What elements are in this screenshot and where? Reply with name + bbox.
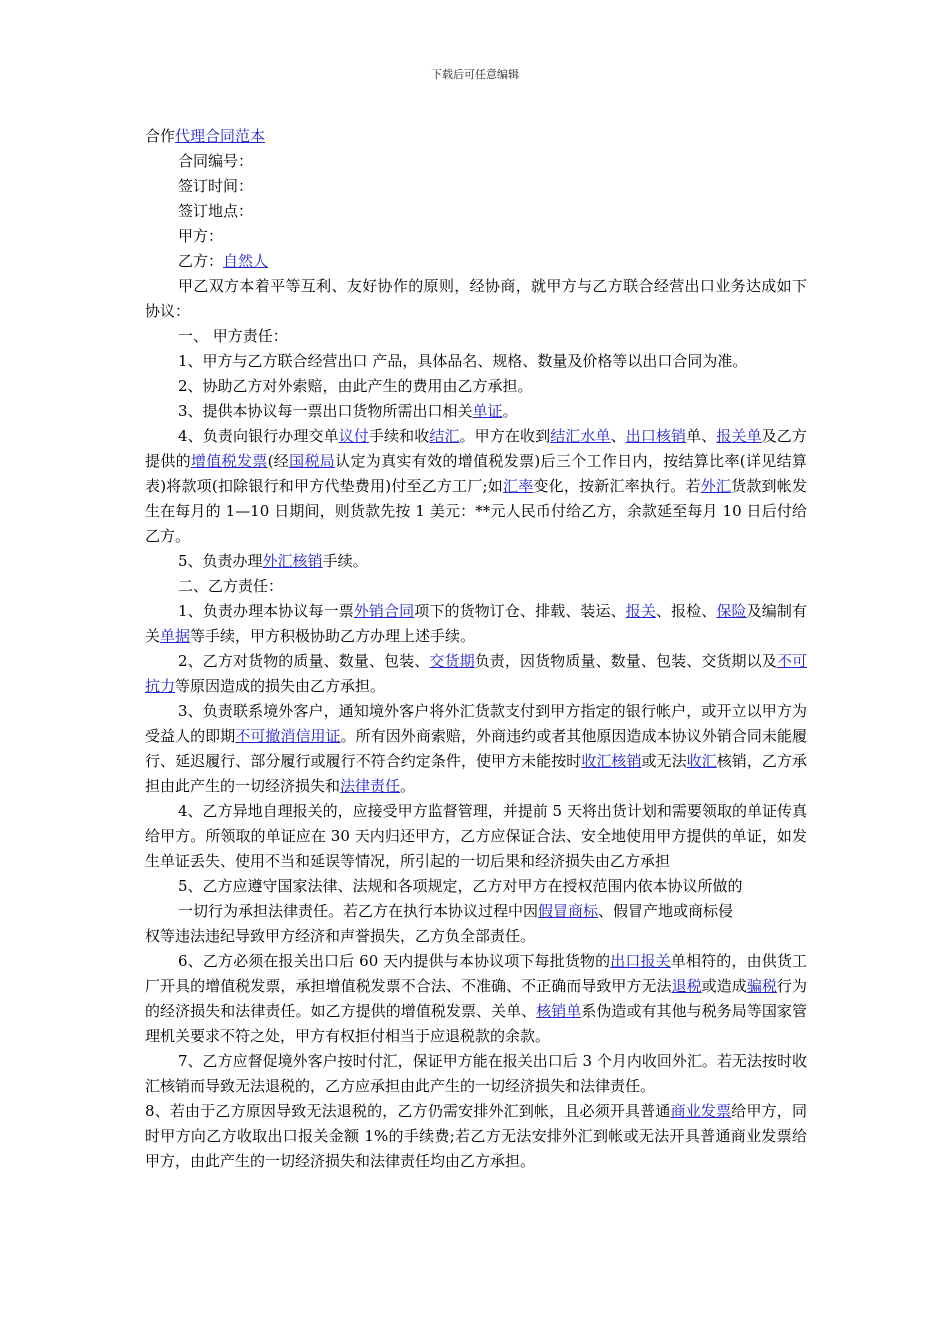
b-clause-5-line-1: 5、乙方应遵守国家法律、法规和各项规定，乙方对甲方在授权范围内依本协议所做的 [178, 877, 743, 895]
inline-link[interactable]: 收汇 [686, 752, 717, 770]
text-segment: 3、负责联系境外客户，通知境外客户将外汇货款支付到甲方指定的银行帐户，或开立以甲方为受益人的即期 [145, 702, 807, 745]
section-b-heading: 二、乙方责任： [178, 577, 284, 595]
inline-link[interactable]: 商业发票 [670, 1102, 732, 1120]
party-b-link[interactable]: 自然人 [223, 252, 269, 270]
inline-link[interactable]: 法律责任 [340, 777, 401, 795]
text-segment: 变化，按新汇率执行。若 [533, 477, 701, 495]
document-body [145, 124, 807, 1174]
b-clause-5-line-3: 权等违法违纪导致甲方经济和声誉损失，乙方负全部责任。 [145, 927, 536, 945]
b-clause-7: 7、乙方应督促境外客户按时付汇，保证甲方能在报关出口后 3 个月内收回外汇。若无法按时收汇核销而导致无法退税的，乙方应承担由此产生的一切经济损失和法律责任。 [145, 1052, 807, 1095]
b-clause-5-line-2 [145, 899, 807, 924]
inline-link[interactable]: 假冒商标 [538, 902, 599, 920]
field-party-a: 甲方： [178, 227, 224, 245]
b-clause-4: 4、乙方异地自理报关的，应接受甲方监督管理，并提前 5 天将出货计划和需要领取的单证传真给甲方。所领取的单证应在 30 天内归还甲方，乙方应保证合法、安全地使用甲方提供的单证，如发生单证丢失、使用不当和延误等情况，所引起的一切后果和经济损失由乙方承担 [145, 802, 807, 870]
inline-link[interactable]: 外汇核销 [262, 552, 323, 570]
text-segment: 或造成 [701, 977, 747, 995]
inline-link[interactable]: 出口报关 [610, 952, 671, 970]
text-segment: 4、负责向银行办理交单 [178, 427, 339, 445]
text-segment: 认定为真实有效的增值税发票)后三个工作日内，按结算比率(详见结算表)将款项(扣除银行和甲方代垫费用)付至乙方工厂;如 [145, 452, 807, 495]
text-segment: 、 [610, 427, 626, 445]
b-clause-8 [145, 1099, 807, 1174]
inline-link[interactable]: 议付 [338, 427, 369, 445]
a-clause-2: 2、协助乙方对外索赔，由此产生的费用由乙方承担。 [178, 377, 533, 395]
text-segment: 2、乙方对货物的质量、数量、包装、 [178, 652, 430, 670]
text-segment: 等原因造成的损失由乙方承担。 [175, 677, 386, 695]
text-segment: 3、提供本协议每一票出口货物所需出口相关 [178, 402, 473, 420]
b-clause-3 [145, 699, 807, 799]
text-segment: 1、负责办理本协议每一票 [178, 602, 354, 620]
text-segment: 系伪造或有其他与税务局等国家管理机关要求不符之处，甲方有权拒付相当于应退税款的余款。 [145, 1002, 807, 1045]
text-segment: 单相符的，由供货工厂开具的增值税发票，承担增值税发票不合法、不准确、不正确而导致甲方无法 [145, 952, 807, 995]
text-segment: 给甲方，同时甲方向乙方收取出口报关金额 1%的手续费;若乙方无法安排外汇到帐或无法开具普通商业发票给甲方，由此产生的一切经济损失和法律责任均由乙方承担。 [145, 1102, 807, 1170]
inline-link[interactable]: 核销单 [536, 1002, 582, 1020]
field-sign-place: 签订地点： [178, 202, 254, 220]
text-segment: 手续。 [322, 552, 368, 570]
party-b-label: 乙方： [178, 252, 224, 270]
field-contract-no: 合同编号： [178, 152, 254, 170]
b-clause-6 [145, 949, 807, 1049]
text-segment: 负责，因货物质量、数量、包装、交货期以及 [474, 652, 777, 670]
inline-link[interactable]: 单据 [160, 627, 191, 645]
inline-link[interactable]: 交货期 [429, 652, 475, 670]
inline-link[interactable]: 增值税发票 [190, 452, 268, 470]
inline-link[interactable]: 不可撤消信用证 [235, 727, 341, 745]
text-segment: 。 [400, 777, 416, 795]
b-clause-2 [145, 649, 807, 699]
inline-link[interactable]: 不可抗力 [145, 652, 807, 695]
title-prefix: 合作 [145, 127, 176, 145]
inline-link[interactable]: 国税局 [289, 452, 336, 470]
text-segment: 手续和收 [368, 427, 430, 445]
text-segment: 、假冒产地或商标侵 [598, 902, 734, 920]
a-clause-1: 1、甲方与乙方联合经营出口 产品，具体品名、规格、数量及价格等以出口合同为准。 [178, 352, 748, 370]
text-segment: 、报检、 [655, 602, 717, 620]
text-segment: 及编制有关 [145, 602, 807, 645]
text-segment: 或无法 [641, 752, 687, 770]
page-header: 下载后可任意编辑 [431, 68, 519, 81]
field-party-b [145, 249, 807, 274]
text-segment: 8、若由于乙方原因导致无法退税的，乙方仍需安排外汇到帐，且必须开具普通 [145, 1102, 671, 1120]
inline-link[interactable]: 外汇 [700, 477, 732, 495]
text-segment: (经 [267, 452, 290, 470]
text-segment: 货款到帐发生在每月的 1—10 日期间，则货款先按 1 美元：**元人民币付给乙方，余款延至每月 10 日后付给乙方。 [145, 477, 807, 545]
text-segment: 核销，乙方承担由此产生的一切经济损失和 [145, 752, 807, 795]
section-a-heading: 一、 甲方责任： [178, 327, 288, 345]
text-segment: 。甲方在收到 [459, 427, 551, 445]
text-segment: 5、负责办理 [178, 552, 263, 570]
document-title [145, 124, 807, 149]
text-segment: 6、乙方必须在报关出口后 60 天内提供与本协议项下每批货物的 [178, 952, 611, 970]
text-segment: 及乙方提供的 [145, 427, 807, 470]
text-segment: 项下的货物订仓、排载、装运、 [414, 602, 626, 620]
inline-link[interactable]: 结汇 [429, 427, 460, 445]
field-sign-time: 签订时间： [178, 177, 254, 195]
a-clause-3 [145, 399, 807, 424]
text-segment: 单、 [686, 427, 717, 445]
inline-link[interactable]: 骗税 [746, 977, 777, 995]
a-clause-5 [145, 549, 807, 574]
inline-link[interactable]: 单证 [472, 402, 503, 420]
inline-link[interactable]: 保险 [716, 602, 747, 620]
inline-link[interactable]: 报关单 [716, 427, 762, 445]
text-segment: 一切行为承担法律责任。若乙方在执行本协议过程中因 [178, 902, 539, 920]
inline-link[interactable]: 报关 [625, 602, 656, 620]
inline-link[interactable]: 结汇水单 [550, 427, 611, 445]
b-clause-1 [145, 599, 807, 649]
text-segment: 。 [502, 402, 518, 420]
inline-link[interactable]: 收汇核销 [581, 752, 642, 770]
text-segment: 。所有因外商索赔，外商违约或者其他原因造成本协议外销合同未能履行、延迟履行、部分履行或履行不符合约定条件，使甲方未能按时 [145, 727, 807, 770]
title-link[interactable]: 代理合同范本 [175, 127, 266, 145]
inline-link[interactable]: 汇率 [503, 477, 534, 495]
a-clause-4 [145, 424, 807, 549]
text-segment: 行为的经济损失和法律责任。如乙方提供的增值税发票、关单、 [145, 977, 807, 1020]
inline-link[interactable]: 退税 [671, 977, 702, 995]
inline-link[interactable]: 出口核销 [625, 427, 687, 445]
intro-paragraph: 甲乙双方本着平等互利、友好协作的原则，经协商，就甲方与乙方联合经营出口业务达成如下协议： [145, 277, 807, 320]
inline-link[interactable]: 外销合同 [353, 602, 415, 620]
text-segment: 等手续，甲方积极协助乙方办理上述手续。 [190, 627, 476, 645]
